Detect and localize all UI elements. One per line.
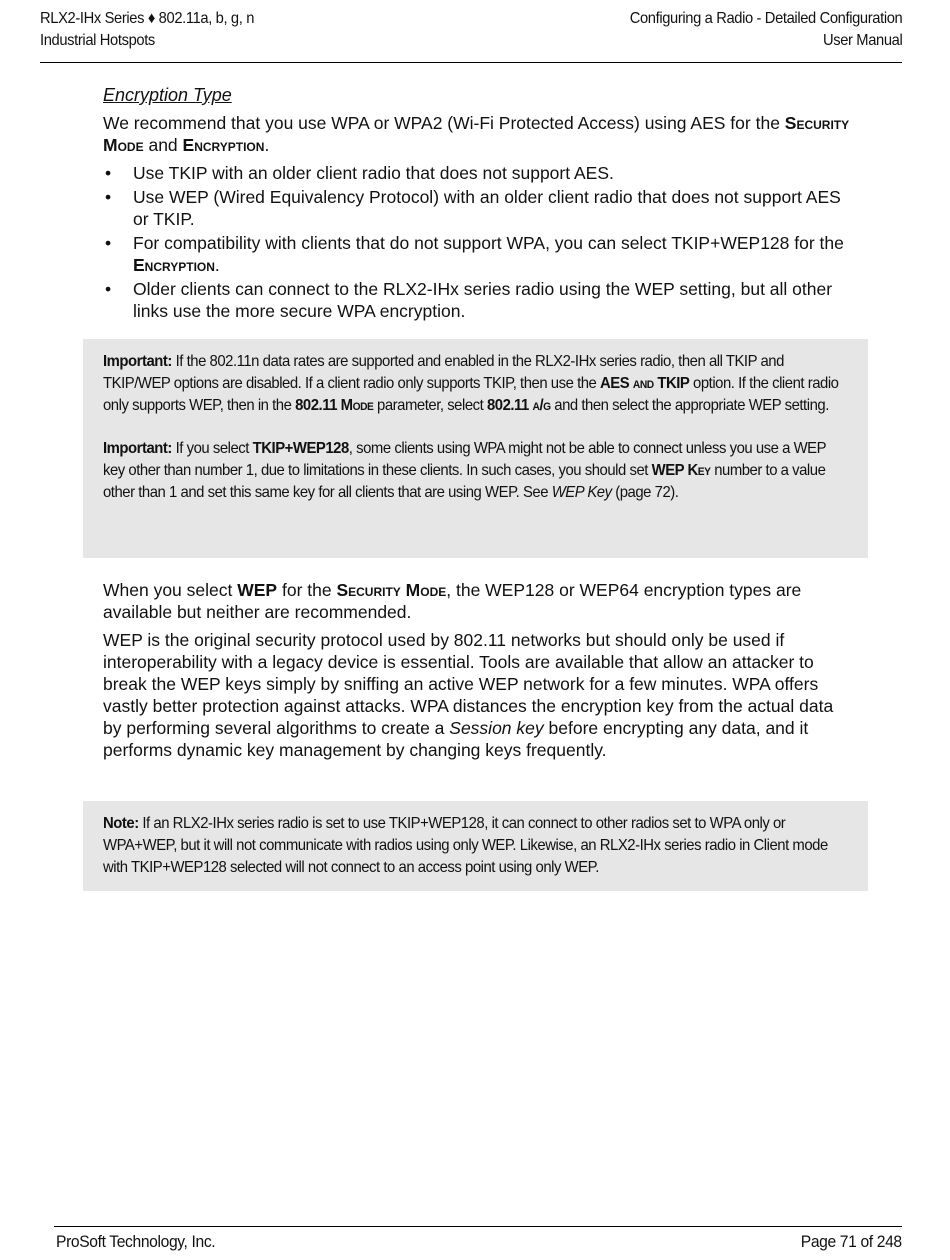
- list-item: [103, 278, 853, 322]
- encryption-term: Encryption: [133, 255, 215, 275]
- wep-key-term: WEP Key: [651, 462, 711, 479]
- body-text: When you select: [103, 580, 238, 600]
- intro-text: We recommend that you use WPA or WPA2 (Wi-Fi Protected Access) using AES for the: [103, 113, 785, 133]
- body-text: , the WEP128 or WEP64 encryption types are available but neither are recommended.: [103, 580, 802, 622]
- footer-company: ProSoft Technology, Inc.: [56, 1232, 216, 1251]
- recommendation-list: [103, 162, 853, 322]
- callout-text: and then select the appropriate WEP setting.: [550, 397, 829, 414]
- paragraph-gap: [103, 417, 848, 438]
- important-label: Important:: [103, 440, 172, 457]
- session-key-term: Session key: [449, 718, 544, 738]
- callout-text: parameter, select: [373, 397, 487, 414]
- body-text: before encrypting any data, and it performs dynamic key management by changing keys frequently.: [103, 718, 809, 760]
- note-callout: [83, 801, 868, 891]
- list-item: [103, 162, 853, 184]
- encryption-term: Encryption: [182, 135, 265, 155]
- list-item: [103, 232, 853, 276]
- list-item-text: Use WEP (Wired Equivalency Protocol) with an older client radio that does not support AES or TKIP.: [133, 187, 841, 229]
- header-product-subtitle: Industrial Hotspots: [40, 32, 155, 49]
- bullet-icon: •: [105, 163, 112, 183]
- important-paragraph-1: [103, 351, 847, 417]
- note-label: Note:: [103, 815, 139, 832]
- wep-section: [103, 579, 853, 767]
- wep-key-link[interactable]: WEP Key: [551, 484, 612, 501]
- header-chapter-title: Configuring a Radio - Detailed Configuration: [629, 10, 902, 27]
- header-left: [40, 8, 254, 52]
- tkip-wep128-term: TKIP+WEP128: [252, 440, 349, 457]
- 802-11-mode-term: 802.11 Mode: [295, 397, 374, 414]
- callout-text: , some clients using WPA might not be able to connect unless you use a WEP key other than number 1, due to limitations in these clients. In such cases, you should set: [103, 440, 826, 479]
- encryption-type-section: [103, 84, 853, 324]
- important-callout: [83, 339, 868, 558]
- callout-text: option. If the client radio only supports WEP, then in the: [103, 375, 839, 414]
- header-right: [629, 8, 902, 52]
- callout-text: If the 802.11n data rates are supported and enabled in the RLX2-IHx series radio, then all TKIP and TKIP/WEP options are disabled. If a client radio only supports TKIP, then use the: [103, 353, 784, 392]
- header-product-title: RLX2-IHx Series ♦ 802.11a, b, g, n: [40, 10, 255, 27]
- body-text: WEP is the original security protocol used by 802.11 networks but should only be used if interoperability with a legacy device is essential. Tools are available that allow an attacker to break the WEP keys simply by sniffing an active WEP network for a few minutes. WPA offers vastly better protection against attacks. WPA distances the encryption key from the actual data by performing several algorithms to create a: [103, 630, 834, 738]
- page-footer: [54, 1226, 902, 1257]
- footer-page-number: Page 71 of 248: [801, 1232, 902, 1251]
- bullet-icon: •: [105, 279, 112, 299]
- wep-term: WEP: [237, 580, 278, 600]
- security-mode-term: Security Mode: [103, 113, 850, 155]
- body-text: for the: [277, 580, 337, 600]
- security-mode-term: Security Mode: [336, 580, 447, 600]
- bullet-icon: •: [105, 187, 112, 207]
- bullet-icon: •: [105, 233, 112, 253]
- note-paragraph: [103, 813, 847, 879]
- list-item-text: Use TKIP with an older client radio that does not support AES.: [133, 163, 614, 183]
- aes-and-tkip-term: AES and TKIP: [600, 375, 690, 392]
- important-label: Important:: [103, 353, 172, 370]
- intro-text: and: [143, 135, 183, 155]
- callout-text: number to a value other than 1 and set this same key for all clients that are using WEP. See: [103, 462, 826, 501]
- section-title: Encryption Type: [103, 85, 232, 105]
- header-doc-type: User Manual: [822, 32, 902, 49]
- callout-text: If you select: [171, 440, 253, 457]
- wep-selection-paragraph: [103, 579, 853, 623]
- page-header: [40, 8, 902, 63]
- list-item-text: .: [214, 255, 220, 275]
- 802-11-ag-term: 802.11 a/g: [486, 397, 551, 414]
- list-item: [103, 186, 853, 230]
- list-item-text: For compatibility with clients that do not support WPA, you can select TKIP+WEP128 for the: [133, 233, 844, 253]
- intro-text: .: [264, 135, 270, 155]
- intro-paragraph: [103, 112, 853, 156]
- wep-explanation-paragraph: [103, 629, 853, 761]
- list-item-text: Older clients can connect to the RLX2-IHx series radio using the WEP setting, but all other links use the more secure WPA encryption.: [133, 279, 833, 321]
- important-paragraph-2: [103, 438, 847, 504]
- note-text: If an RLX2-IHx series radio is set to use TKIP+WEP128, it can connect to other radios set to WPA only or WPA+WEP, but it will not communicate with radios using only WEP. Likewise, an RLX2-IHx series radio in Client mode with TKIP+WEP128 selected will not connect to an access point using only WEP.: [103, 815, 828, 876]
- page-reference: (page 72).: [611, 484, 679, 501]
